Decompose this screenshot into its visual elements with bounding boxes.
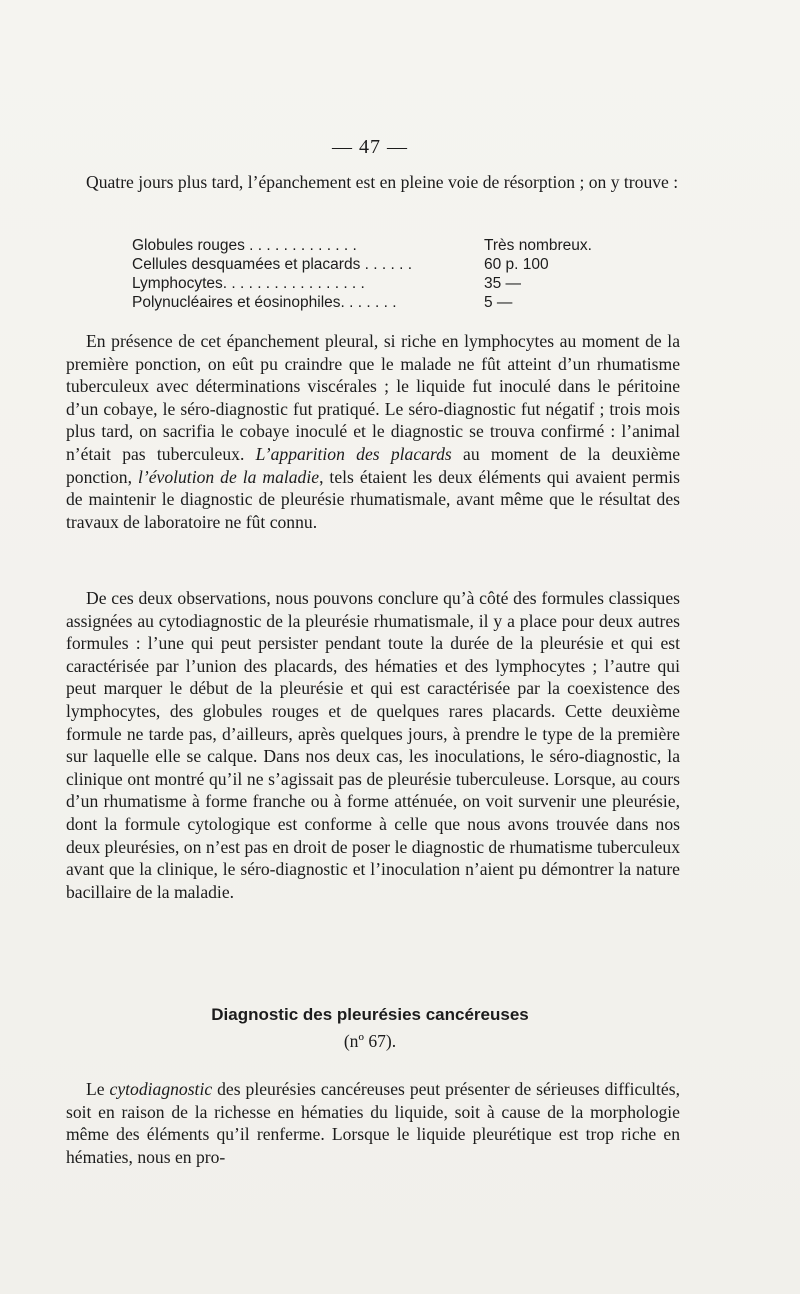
table-row-label: Globules rouges . . . . . . . . . . . . . [132,237,357,254]
table-row-label: Polynucléaires et éosinophiles. . . . . . . [132,294,397,311]
text-run: des pleurésies cancéreuses peut présenter de sérieuses difficultés, soit en raison de la richesse en hématies du liquide, soit à cause de la morphologie même des éléments qu’il renferme. Lorsque le liquide pleurétique est trop riche en hématies, nous en pro- [66,1079,680,1167]
paragraph-conclusion [66,587,680,903]
table-row-value: 35 — [484,275,522,292]
table-row-value: 5 — [484,294,513,311]
table-row [132,274,652,293]
table-row [132,293,652,312]
paragraph-text: De ces deux observations, nous pouvons conclure qu’à côté des formules classiques assignées au cytodiagnostic de la pleurésie rhumatismale, il y a place pour deux autres formules : l’une qui peut persister pendant toute la durée de la pleurésie et qui est caractérisée par l’union des placards, des hématies et des lymphocytes ; l’autre qui peut marquer le début de la pleurésie et qui est caractérisée par la coexistence des lymphocytes, des globules rouges et de quelques rares placards. Cette deuxième formule ne tarde pas, d’ailleurs, après quelques jours, à prendre le type de la première sur laquelle elle se calque. Dans nos deux cas, les inoculations, le séro-diagnostic, la clinique ont montré qu’il ne s’agissait pas de pleurésie tuberculeuse. Lorsque, au cours d’un rhumatisme à forme franche ou à forme atténuée, on voit survenir une pleurésie, dont la formule cytologique est conforme à celle que nous avons trouvée dans nos deux pleurésies, on n’est pas en droit de poser le diagnostic de rhumatisme tuberculeux avant que la clinique, le séro-diagnostic et l’inoculation n’aient pu démontrer la nature bacillaire de la maladie. [66,588,680,902]
emphasis: l’évolution de la maladie [137,466,320,487]
table-row [132,236,652,255]
section-title: Diagnostic des pleurésies cancéreuses [211,1005,529,1024]
table-row-label: Lymphocytes. . . . . . . . . . . . . . . . . [132,275,365,292]
text-run: Le [86,1079,110,1099]
table-row-label: Cellules desquamées et placards . . . . . . [132,256,412,273]
text-run: En présence de cet épanchement pleural, si riche en lymphocytes au moment de la première ponction, on eût pu craindre que le malade ne fût atteint d’un rhumatisme tuberculeux avec déterminations viscérales ; le liquide fut inoculé dans le péritoine d’un cobaye, le séro-diagnostic fut pratiqué. Le séro-diagnostic fut négatif ; trois mois plus tard, on sacrifia le cobaye inoculé et le diagnostic se trouva confirmé : l’animal n’était pas tuberculeux. [66,331,680,464]
paragraph-placards [66,330,680,533]
page-number: — 47 — [332,136,408,158]
paragraph-cancer [66,1078,680,1168]
intro-paragraph [66,171,680,194]
intro-text: Quatre jours plus tard, l’épanchement est en pleine voie de résorption ; on y trouve : [86,172,679,192]
paragraph-text [66,1078,680,1168]
text-run: au moment de la deuxième ponction, [66,443,681,487]
table-row-value: 60 p. 100 [484,256,549,273]
emphasis: cytodiagnostic [109,1079,213,1099]
cell-count-table [132,236,652,312]
paragraph-text [66,330,680,533]
text-run: , tels étaient les deux éléments qui avaient permis de maintenir le diagnostic de pleurésie rhumatismale, avant même que le résultat des travaux de laboratoire ne fût connu. [66,466,680,532]
table-row-value: Très nombreux. [484,237,592,254]
table-row [132,255,652,274]
emphasis: L’apparition des placards [255,443,452,464]
section-reference: (nº 67). [343,1031,397,1051]
